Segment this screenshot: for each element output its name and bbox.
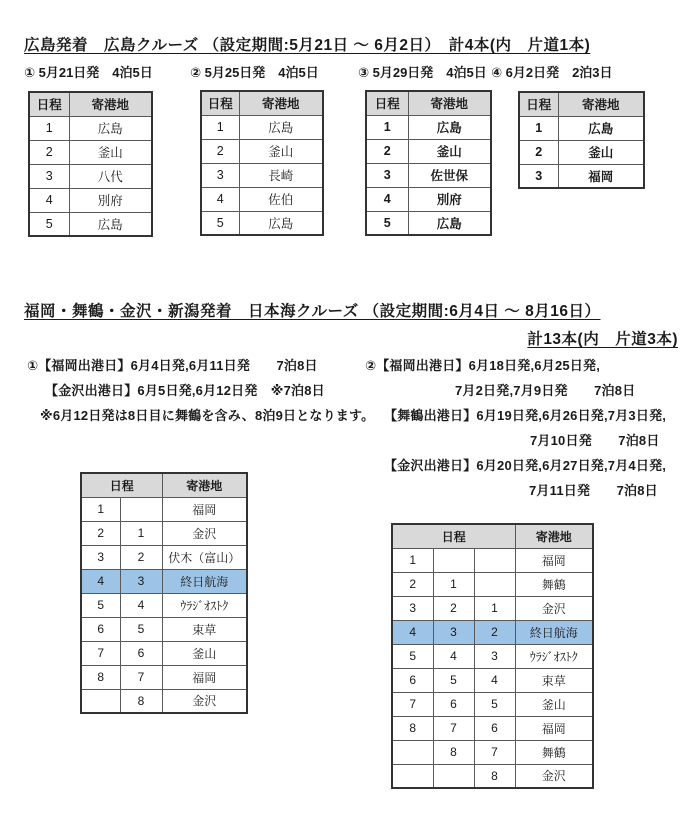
cell: 3 [392, 596, 433, 620]
cell: 8 [474, 764, 515, 788]
table-row [201, 163, 323, 187]
header-cell: 寄港地 [558, 92, 644, 116]
header-cell: 日程 [519, 92, 558, 116]
header-cell: 日程 [201, 91, 239, 115]
table-row [519, 140, 644, 164]
table-row [81, 617, 247, 641]
section2-subtitle: 計13本(内 片道3本) [527, 331, 678, 348]
cell: 3 [29, 164, 69, 188]
cell: 7 [392, 692, 433, 716]
cell: 束草 [515, 668, 593, 692]
cell: 別府 [69, 188, 152, 212]
table-row [81, 497, 247, 521]
cell: ｳﾗｼﾞｵｽﾄｸ [162, 593, 247, 617]
itinerary-2-label: ② 5月25日発 4泊5日 [190, 65, 319, 80]
itinerary-4-label: ④ 6月2日発 2泊3日 [491, 65, 613, 80]
cell [120, 497, 162, 521]
section2-title: 福岡・舞鶴・金沢・新潟発着 日本海クルーズ （設定期間:6月4日 ～ 8月16日） [24, 303, 601, 320]
cell: 舞鶴 [515, 572, 593, 596]
cell: 8 [120, 689, 162, 713]
cell: 8 [433, 740, 474, 764]
table-row-highlight-sea-day [392, 620, 593, 644]
cell: 広島 [408, 115, 491, 139]
cell: 1 [392, 548, 433, 572]
table-row [392, 644, 593, 668]
cell: 3 [433, 620, 474, 644]
itinerary-table-2 [200, 90, 324, 236]
cell: 福岡 [558, 164, 644, 188]
cell: 7 [474, 740, 515, 764]
cell: 1 [474, 596, 515, 620]
table-header-row [519, 92, 644, 116]
header-cell: 日程 [366, 91, 408, 115]
table-row [392, 548, 593, 572]
header-cell: 寄港地 [239, 91, 323, 115]
cell: 福岡 [162, 665, 247, 689]
cell: 1 [29, 116, 69, 140]
cell [433, 548, 474, 572]
itinerary-3-label: ③ 5月29日発 4泊5日 [358, 65, 487, 80]
header-cell: 寄港地 [162, 473, 247, 497]
cell: 金沢 [162, 521, 247, 545]
cell: 5 [81, 593, 120, 617]
cell: 1 [433, 572, 474, 596]
cell: 釜山 [239, 139, 323, 163]
cell: 8 [81, 665, 120, 689]
table-row [392, 668, 593, 692]
header-cell: 寄港地 [408, 91, 491, 115]
cell: 佐伯 [239, 187, 323, 211]
cell: 佐世保 [408, 163, 491, 187]
note-right-line-3: 【舞鶴出港日】6月19日発,6月26日発,7月3日発, [384, 408, 667, 423]
cell: 4 [433, 644, 474, 668]
cell: 金沢 [515, 764, 593, 788]
cell: 金沢 [162, 689, 247, 713]
cell: 伏木（富山） [162, 545, 247, 569]
cell: 4 [120, 593, 162, 617]
cell [81, 689, 120, 713]
section1-title: 広島発着 広島クルーズ （設定期間:5月21日 ～ 6月2日） 計4本(内 片道1本) [24, 37, 591, 54]
cell: ｳﾗｼﾞｵｽﾄｸ [515, 644, 593, 668]
note-right-line-4: 7月10日発 7泊8日 [530, 433, 660, 448]
cell: 広島 [239, 211, 323, 235]
cell: 4 [366, 187, 408, 211]
table-row [201, 115, 323, 139]
itinerary-table-3 [365, 90, 492, 236]
table-row [366, 115, 491, 139]
table-row [81, 521, 247, 545]
cell: 6 [474, 716, 515, 740]
header-cell: 日程 [29, 92, 69, 116]
cell: 1 [81, 497, 120, 521]
cell: 3 [519, 164, 558, 188]
table-row [29, 188, 152, 212]
cell: 束草 [162, 617, 247, 641]
cell: 7 [120, 665, 162, 689]
table-row [392, 716, 593, 740]
cell: 広島 [558, 116, 644, 140]
cell: 2 [474, 620, 515, 644]
itinerary-table-4 [518, 91, 645, 189]
cell: 5 [366, 211, 408, 235]
table-row [392, 596, 593, 620]
cell: 舞鶴 [515, 740, 593, 764]
cell: 4 [81, 569, 120, 593]
cell [474, 572, 515, 596]
cell: 釜山 [515, 692, 593, 716]
cell: 釜山 [69, 140, 152, 164]
table-header-row [29, 92, 152, 116]
note-right-line-2: 7月2日発,7月9日発 7泊8日 [455, 383, 636, 398]
cell: 釜山 [558, 140, 644, 164]
table-row [81, 689, 247, 713]
header-cell: 日程 [392, 524, 515, 548]
cell: 2 [201, 139, 239, 163]
cell: 2 [81, 521, 120, 545]
table-row [519, 116, 644, 140]
cell [474, 548, 515, 572]
cell: 4 [201, 187, 239, 211]
table-row [81, 593, 247, 617]
cell: 7 [433, 716, 474, 740]
table-row [201, 211, 323, 235]
cell: 2 [29, 140, 69, 164]
cell: 3 [120, 569, 162, 593]
table-row [81, 641, 247, 665]
table-row [29, 140, 152, 164]
cell: 釜山 [162, 641, 247, 665]
cell: 8 [392, 716, 433, 740]
cell: 福岡 [515, 716, 593, 740]
cell: 5 [433, 668, 474, 692]
cell: 6 [81, 617, 120, 641]
header-cell: 日程 [81, 473, 162, 497]
japan-sea-table-right [391, 523, 594, 789]
cell: 広島 [408, 211, 491, 235]
table-row [392, 692, 593, 716]
note-right-line-1: ②【福岡出港日】6月18日発,6月25日発, [365, 358, 601, 373]
cell: 6 [433, 692, 474, 716]
table-header-row [81, 473, 247, 497]
note-left-line-1: ①【福岡出港日】6月4日発,6月11日発 7泊8日 [27, 358, 318, 373]
cell: 2 [392, 572, 433, 596]
itinerary-table-1 [28, 91, 153, 237]
table-row [201, 187, 323, 211]
table-row [29, 116, 152, 140]
cell [392, 740, 433, 764]
cell: 広島 [239, 115, 323, 139]
cell: 5 [29, 212, 69, 236]
table-row [366, 163, 491, 187]
cell: 1 [366, 115, 408, 139]
cell: 3 [201, 163, 239, 187]
cell: 7 [81, 641, 120, 665]
cell: 長崎 [239, 163, 323, 187]
cell: 広島 [69, 116, 152, 140]
table-row [366, 211, 491, 235]
cell: 金沢 [515, 596, 593, 620]
table-row [29, 212, 152, 236]
cell: 3 [474, 644, 515, 668]
cell: 5 [120, 617, 162, 641]
table-row [392, 764, 593, 788]
table-row [81, 545, 247, 569]
cell: 5 [474, 692, 515, 716]
cell: 2 [519, 140, 558, 164]
cell: 終日航海 [515, 620, 593, 644]
table-row [201, 139, 323, 163]
table-header-row [392, 524, 593, 548]
itinerary-1-label: ① 5月21日発 4泊5日 [24, 65, 153, 80]
table-row [29, 164, 152, 188]
cell: 八代 [69, 164, 152, 188]
cell: 2 [120, 545, 162, 569]
cell [392, 764, 433, 788]
cell: 1 [201, 115, 239, 139]
cell: 終日航海 [162, 569, 247, 593]
note-left-line-3: ※6月12日発は8日目に舞鶴を含み、8泊9日となります。 [40, 408, 375, 423]
japan-sea-table-left [80, 472, 248, 714]
cell [433, 764, 474, 788]
cell: 別府 [408, 187, 491, 211]
table-row [366, 139, 491, 163]
note-right-line-6: 7月11日発 7泊8日 [529, 483, 658, 498]
table-row [366, 187, 491, 211]
cell: 6 [392, 668, 433, 692]
cell: 1 [120, 521, 162, 545]
cell: 6 [120, 641, 162, 665]
header-cell: 寄港地 [515, 524, 593, 548]
cell: 2 [433, 596, 474, 620]
cell: 5 [392, 644, 433, 668]
cell: 福岡 [162, 497, 247, 521]
table-header-row [201, 91, 323, 115]
note-left-line-2: 【金沢出港日】6月5日発,6月12日発 ※7泊8日 [45, 383, 325, 398]
table-header-row [366, 91, 491, 115]
table-row [81, 665, 247, 689]
cell: 4 [474, 668, 515, 692]
note-right-line-5: 【金沢出港日】6月20日発,6月27日発,7月4日発, [384, 458, 667, 473]
table-row [392, 572, 593, 596]
cell: 4 [392, 620, 433, 644]
cell: 2 [366, 139, 408, 163]
cell: 4 [29, 188, 69, 212]
table-row-highlight-sea-day [81, 569, 247, 593]
cell: 3 [366, 163, 408, 187]
cell: 1 [519, 116, 558, 140]
cell: 釜山 [408, 139, 491, 163]
table-row [392, 740, 593, 764]
cell: 5 [201, 211, 239, 235]
cell: 福岡 [515, 548, 593, 572]
cell: 3 [81, 545, 120, 569]
table-row [519, 164, 644, 188]
cell: 広島 [69, 212, 152, 236]
header-cell: 寄港地 [69, 92, 152, 116]
